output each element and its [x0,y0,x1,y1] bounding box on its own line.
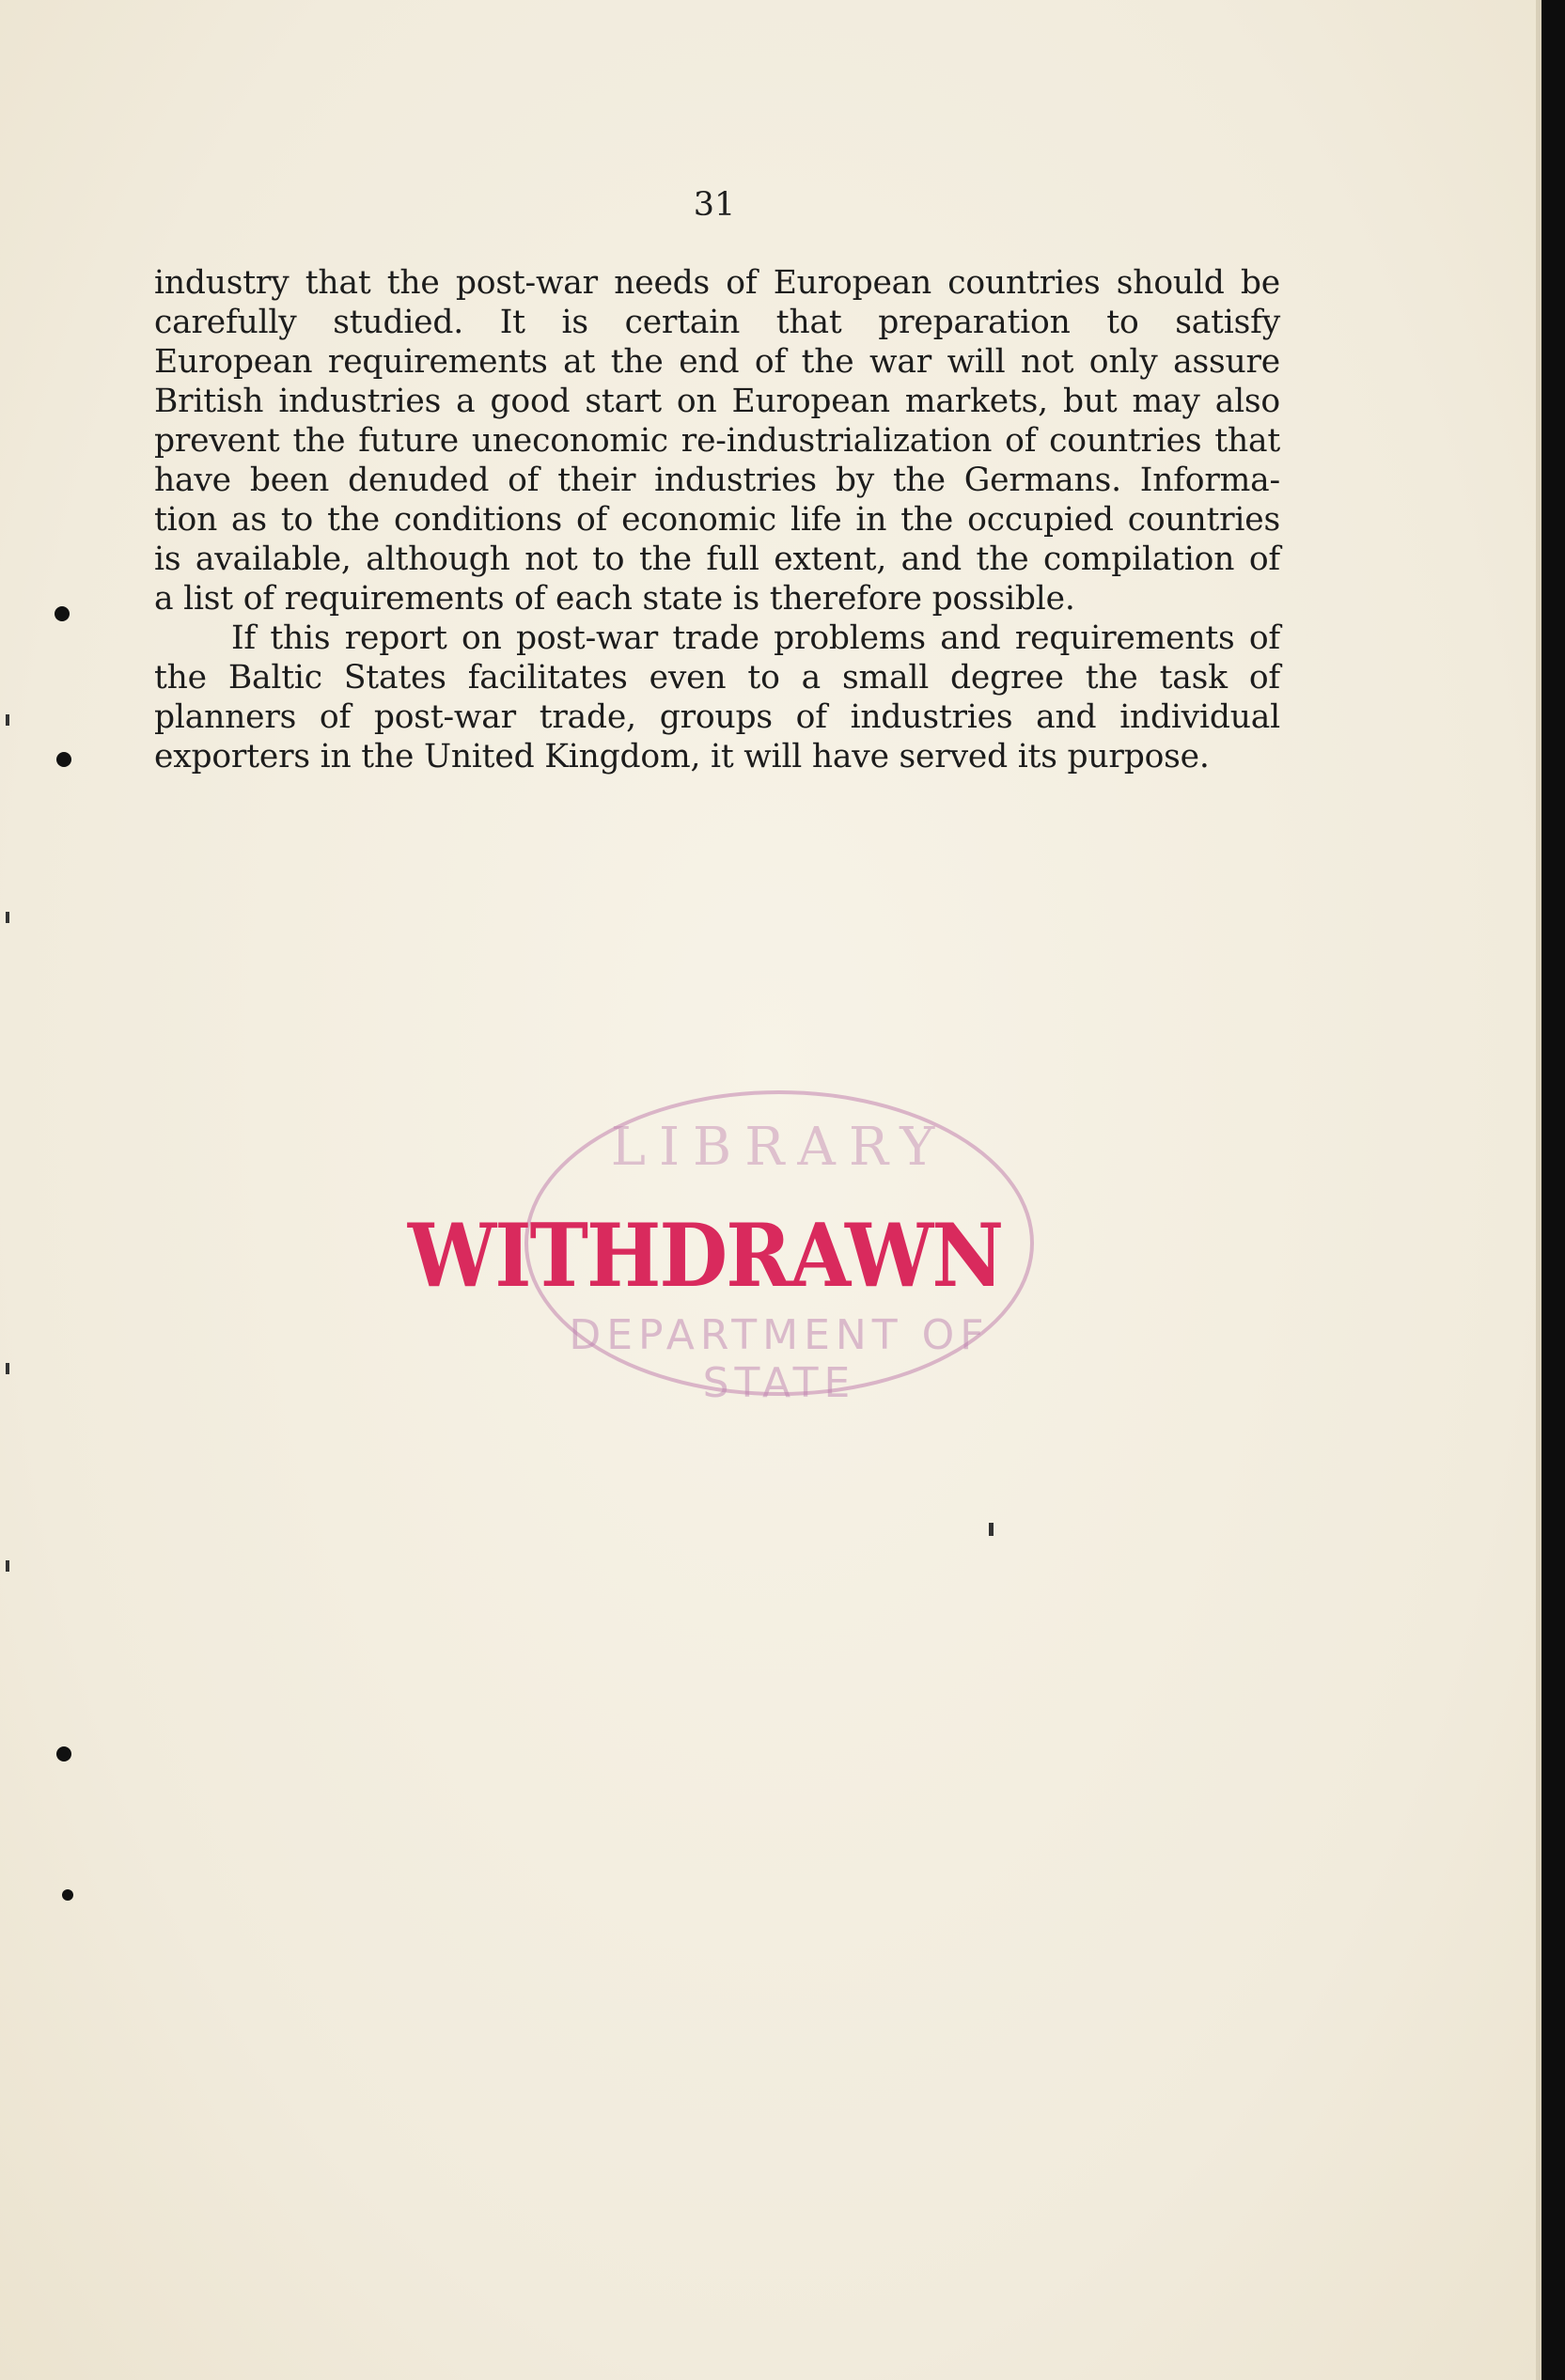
edge-mark [6,714,9,726]
edge-mark [6,912,9,923]
text-line: the Baltic States facilitates even to a small degree the task of [154,659,1280,697]
page-number: 31 [693,186,736,224]
text-line: industry that the post-war needs of European countries should be [154,264,1280,302]
withdrawn-stamp: WITHDRAWN [407,1204,1003,1307]
text-line: exporters in the United Kingdom, it will have served its purpose. [154,738,1210,775]
text-line: is available, although not to the full extent, and the compilation of [154,540,1280,578]
text-line: If this report on post-war trade problems and requirements of [231,619,1280,657]
edge-mark [6,1363,9,1374]
paragraph-1 [154,263,1280,618]
text-line: a list of requirements of each state is therefore possible. [154,580,1075,618]
binding-hole [56,1746,71,1762]
edge-mark [6,1560,9,1572]
text-line: British industries a good start on European markets, but may also [154,383,1280,420]
body-text [154,263,1280,776]
text-line: planners of post-war trade, groups of industries and individual [154,698,1280,736]
text-line: prevent the future uneconomic re-industrialization of countries that [154,422,1280,460]
text-line: carefully studied. It is certain that preparation to satisfy [154,304,1280,341]
scan-edge [1542,0,1565,2380]
paragraph-2 [154,618,1280,776]
text-line: have been denuded of their industries by the Germans. Informa- [154,462,1280,499]
binding-hole [56,752,71,767]
library-stamp-top-text: LIBRARY [610,1117,948,1178]
binding-hole [62,1889,73,1901]
text-line: European requirements at the end of the war will not only assure [154,343,1280,381]
library-stamp-bottom-text: DEPARTMENT OF STATE [569,1311,990,1407]
binding-hole [55,606,70,621]
speck-mark [989,1523,994,1536]
text-line: tion as to the conditions of economic life in the occupied countries [154,501,1280,539]
